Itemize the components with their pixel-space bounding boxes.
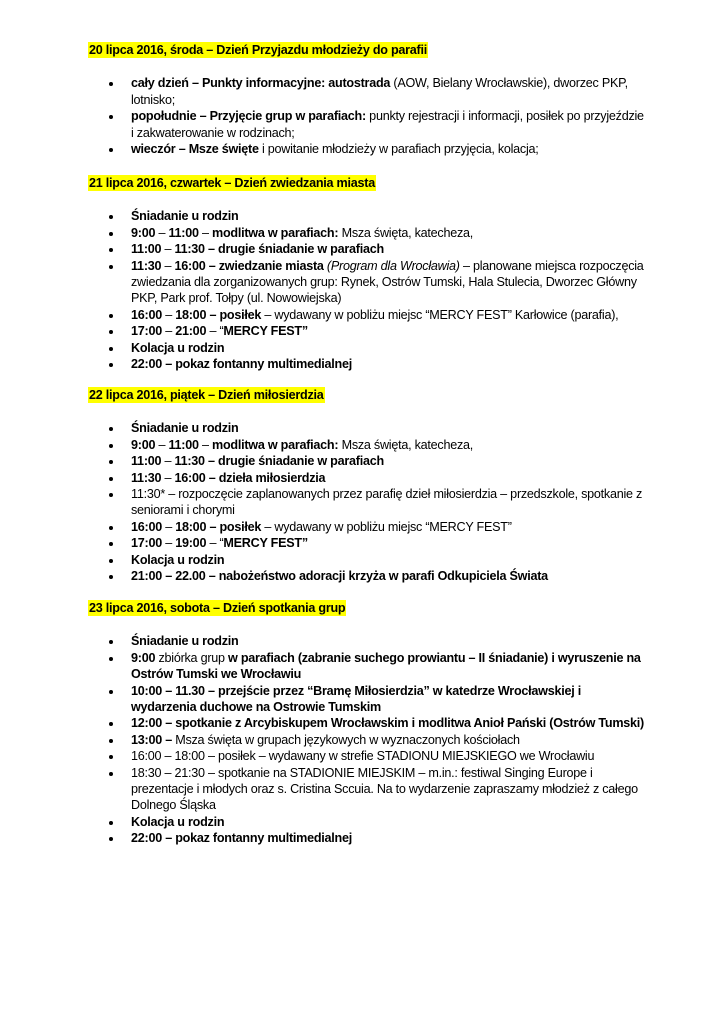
item-text: punkty rejestracji i informacji, posiłek po przyjeździe i zakwaterowanie w rodzinach; bbox=[131, 109, 644, 140]
item-text: modlitwa w parafiach: bbox=[212, 437, 339, 452]
item-text: – bbox=[161, 258, 175, 273]
schedule-item bbox=[88, 814, 648, 830]
item-text: Msza święta, katecheza, bbox=[338, 437, 474, 452]
item-text: 16:00 bbox=[131, 519, 162, 534]
day-title: 23 lipca 2016, sobota – Dzień spotkania grup bbox=[89, 601, 346, 615]
schedule-item bbox=[88, 356, 648, 372]
item-text: Śniadanie u rodzin bbox=[131, 209, 239, 224]
item-text: Kolacja u rodzin bbox=[131, 814, 225, 829]
item-text: 21:00 – 22.00 – nabożeństwo adoracji krzyża w parafi Odkupiciela Świata bbox=[131, 569, 548, 584]
item-text: Kolacja u rodzin bbox=[131, 340, 225, 355]
item-text: cały dzień – Punkty informacyjne: autostrada bbox=[131, 76, 391, 91]
schedule-list bbox=[88, 208, 648, 372]
item-text: 16:00 – zwiedzanie miasta bbox=[174, 258, 324, 273]
item-text: 16:00 – 18:00 – posiłek – wydawany w strefie STADIONU MIEJSKIEGO we Wrocławiu bbox=[131, 749, 595, 764]
item-text: w parafiach (zabranie suchego prowiantu – II śniadanie) i wyruszenie na Ostrów Tumski we Wrocławiu bbox=[131, 650, 641, 682]
item-text: – bbox=[161, 242, 175, 257]
item-text: modlitwa w parafiach: bbox=[212, 225, 339, 240]
day-title: 22 lipca 2016, piątek – Dzień miłosierdzia bbox=[89, 388, 324, 402]
schedule-item bbox=[88, 453, 648, 469]
schedule-item bbox=[88, 519, 648, 535]
item-text: 16:00 bbox=[131, 307, 162, 322]
item-text: – planowane miejsca rozpoczęcia zwiedzania dla zorganizowanych grup: Rynek, Ostrów Tumski, Hala Stulecia, Dworzec Główny PKP, Park prof. Tołpy (ul. Nowowiejska) bbox=[131, 258, 644, 306]
item-text: 11:30 bbox=[131, 258, 162, 273]
item-text: 11:00 bbox=[168, 225, 199, 240]
item-text: 9:00 bbox=[131, 650, 156, 665]
item-text: – “ bbox=[206, 324, 224, 339]
item-text: – bbox=[161, 454, 175, 469]
schedule-item bbox=[88, 765, 648, 814]
item-text: 11:00 bbox=[131, 454, 162, 469]
item-text: (Program dla Wrocławia) bbox=[323, 258, 460, 273]
schedule-item bbox=[88, 470, 648, 486]
item-text: i powitanie młodzieży w parafiach przyjęcia, kolacja; bbox=[258, 142, 539, 157]
item-text: – bbox=[161, 470, 175, 485]
item-text: 18:00 – posiłek bbox=[175, 519, 262, 534]
schedule-item bbox=[88, 225, 648, 241]
schedule-item bbox=[88, 108, 648, 141]
schedule-item bbox=[88, 258, 648, 307]
item-text: MERCY FEST” bbox=[223, 536, 308, 551]
item-text: 16:00 – dzieła miłosierdzia bbox=[174, 470, 326, 485]
item-text: 11:30 bbox=[131, 470, 162, 485]
schedule-item bbox=[88, 420, 648, 436]
item-text: 10:00 – 11.30 – przejście przez “Bramę Miłosierdzia” w katedrze Wrocławskiej i wydarzenia duchowe na Ostrowie Tumskim bbox=[131, 683, 581, 715]
item-text: Śniadanie u rodzin bbox=[131, 421, 239, 436]
schedule-item bbox=[88, 535, 648, 551]
item-text: 13:00 – bbox=[131, 732, 172, 747]
item-text: – bbox=[161, 324, 176, 339]
item-text: 19:00 bbox=[175, 536, 207, 551]
item-text: Msza święta w grupach językowych w wyznaczonych kościołach bbox=[171, 732, 520, 747]
item-text: MERCY FEST” bbox=[223, 324, 308, 339]
item-text: (AOW, Bielany Wrocławskie), dworzec PKP, lotnisko; bbox=[131, 76, 628, 107]
schedule-item bbox=[88, 732, 648, 748]
item-text: Kolacja u rodzin bbox=[131, 552, 225, 567]
item-text: 22:00 – pokaz fontanny multimedialnej bbox=[131, 357, 352, 372]
item-text: – bbox=[198, 437, 213, 452]
schedule-item bbox=[88, 241, 648, 257]
item-text: 11:00 bbox=[168, 437, 199, 452]
item-text: 11:30 – drugie śniadanie w parafiach bbox=[174, 454, 384, 469]
day-section-1 bbox=[88, 42, 648, 157]
item-text: – bbox=[198, 225, 213, 240]
item-text: zbiórka grup bbox=[155, 650, 229, 665]
item-text: – bbox=[161, 307, 176, 322]
item-text: – bbox=[161, 536, 176, 551]
schedule-list bbox=[88, 633, 648, 846]
schedule-item bbox=[88, 437, 648, 453]
schedule-item bbox=[88, 141, 648, 157]
item-text: 18:30 – 21:30 – spotkanie na STADIONIE MIEJSKIM – m.in.: festiwal Singing Europe i prezentacje i młodych oraz s. Cristina Sccuia. Na to wydarzenie zapraszamy młodzież z całego Dolnego Śląska bbox=[131, 765, 638, 813]
item-text: 18:00 – posiłek bbox=[175, 307, 262, 322]
day-section-2 bbox=[88, 175, 648, 372]
item-text: 11:30* – rozpoczęcie zaplanowanych przez parafię dzieł miłosierdzia – przedszkole, spotkanie z seniorami i chorymi bbox=[131, 487, 643, 518]
schedule-item bbox=[88, 748, 648, 764]
item-text: – bbox=[161, 519, 176, 534]
item-text: 21:00 bbox=[175, 324, 207, 339]
item-text: 9:00 bbox=[131, 225, 156, 240]
schedule-item bbox=[88, 323, 648, 339]
schedule-item bbox=[88, 633, 648, 649]
schedule-item bbox=[88, 568, 648, 584]
item-text: wieczór – Msze święte bbox=[131, 142, 259, 157]
item-text: 17:00 bbox=[131, 536, 162, 551]
item-text: 17:00 bbox=[131, 324, 162, 339]
item-text: 12:00 – spotkanie z Arcybiskupem Wrocławskim i modlitwa Anioł Pański (Ostrów Tumski) bbox=[131, 716, 644, 731]
item-text: 11:00 bbox=[131, 242, 162, 257]
schedule-list bbox=[88, 420, 648, 584]
item-text: – bbox=[155, 225, 169, 240]
schedule-item bbox=[88, 208, 648, 224]
schedule-item bbox=[88, 715, 648, 731]
schedule-item bbox=[88, 307, 648, 323]
item-text: – bbox=[155, 437, 169, 452]
day-title: 21 lipca 2016, czwartek – Dzień zwiedzania miasta bbox=[89, 176, 375, 190]
item-text: – wydawany w pobliżu miejsc “MERCY FEST” bbox=[261, 519, 512, 534]
item-text: 9:00 bbox=[131, 437, 156, 452]
schedule-item bbox=[88, 650, 648, 683]
item-text: 11:30 – drugie śniadanie w parafiach bbox=[174, 242, 384, 257]
item-text: – “ bbox=[206, 536, 224, 551]
item-text: 22:00 – pokaz fontanny multimedialnej bbox=[131, 831, 352, 846]
day-title: 20 lipca 2016, środa – Dzień Przyjazdu młodzieży do parafii bbox=[89, 43, 427, 57]
item-text: Msza święta, katecheza, bbox=[338, 225, 474, 240]
schedule-item bbox=[88, 75, 648, 108]
item-text: Śniadanie u rodzin bbox=[131, 634, 239, 649]
schedule-list bbox=[88, 75, 648, 157]
day-section-4 bbox=[88, 600, 648, 847]
schedule-item bbox=[88, 340, 648, 356]
schedule-item bbox=[88, 683, 648, 716]
day-section-3 bbox=[88, 387, 648, 584]
schedule-item bbox=[88, 486, 648, 519]
item-text: popołudnie – Przyjęcie grup w parafiach: bbox=[131, 109, 366, 124]
schedule-item bbox=[88, 552, 648, 568]
item-text: – wydawany w pobliżu miejsc “MERCY FEST” Karłowice (parafia), bbox=[261, 307, 619, 322]
schedule-item bbox=[88, 830, 648, 846]
